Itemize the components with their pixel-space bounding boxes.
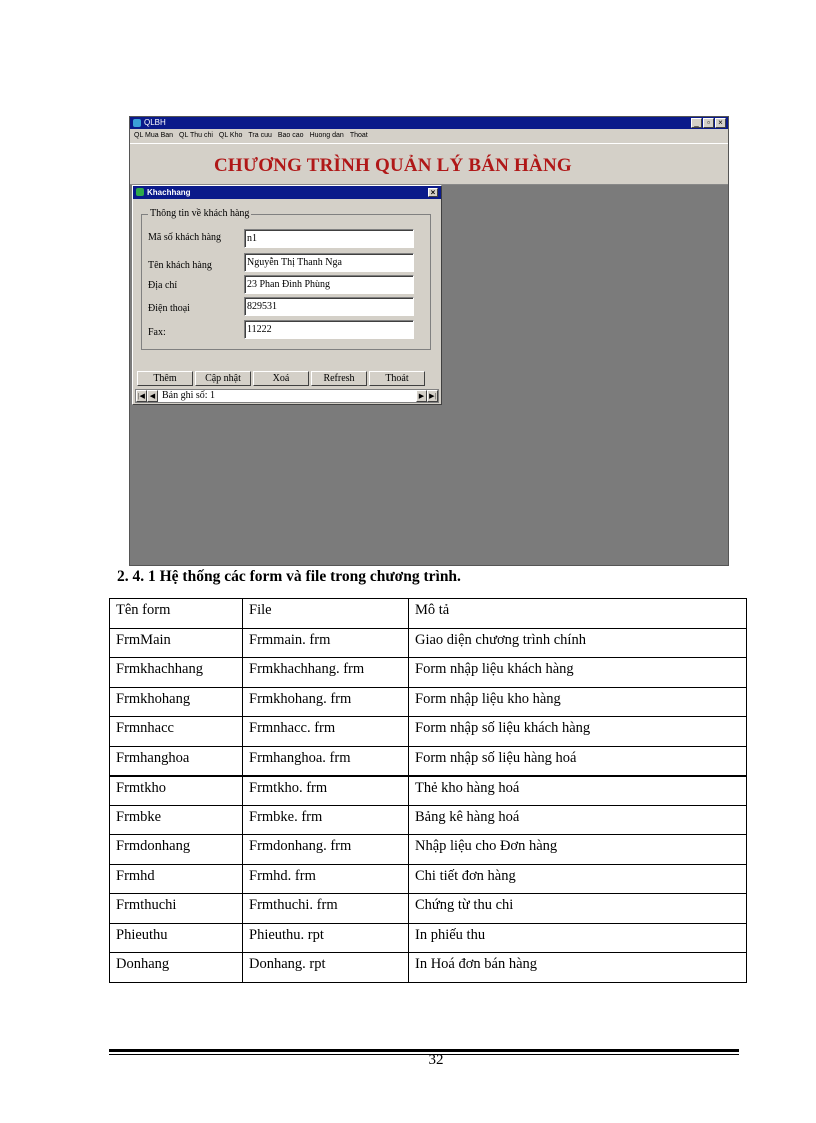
form-name-cell: FrmMain: [110, 628, 243, 658]
file-cell: Frmkhachhang. frm: [243, 658, 409, 688]
description-cell: Bảng kê hàng hoá: [409, 805, 747, 835]
close-window-button[interactable]: ×: [715, 118, 726, 128]
maximize-button[interactable]: ▫: [703, 118, 714, 128]
delete-button[interactable]: Xoá: [253, 371, 309, 386]
record-navigator: [135, 389, 439, 403]
prev-record-button[interactable]: ◀: [147, 390, 158, 402]
description-cell: Form nhập số liệu hàng hoá: [409, 746, 747, 776]
next-record-button[interactable]: ▶: [416, 390, 427, 402]
description-cell: Chứng từ thu chi: [409, 894, 747, 924]
form-name-cell: Frmdonhang: [110, 835, 243, 865]
file-cell: Donhang. rpt: [243, 953, 409, 983]
description-cell: Giao diện chương trình chính: [409, 628, 747, 658]
description-cell: Chi tiết đơn hàng: [409, 864, 747, 894]
table-row: [110, 894, 747, 924]
app-menu-bar: [130, 129, 728, 143]
app-title-bar: [130, 117, 728, 129]
table-row: [110, 953, 747, 983]
last-record-button[interactable]: ▶|: [427, 390, 438, 402]
dialog-title: Khachhang: [147, 188, 191, 197]
customer-id-input[interactable]: n1: [244, 229, 414, 248]
dialog-close-button[interactable]: ×: [428, 188, 438, 197]
customer-dialog: [132, 185, 442, 405]
phone-input[interactable]: 829531: [244, 297, 414, 316]
page-number: 32: [428, 1052, 444, 1068]
file-cell: Frmkhohang. frm: [243, 687, 409, 717]
file-cell: Frmthuchi. frm: [243, 894, 409, 924]
dialog-title-bar: [133, 186, 441, 199]
form-name-cell: Phieuthu: [110, 923, 243, 953]
record-position-text: Bản ghi số: 1: [162, 390, 216, 401]
file-cell: Frmhd. frm: [243, 864, 409, 894]
table-row: [110, 776, 747, 806]
description-cell: In Hoá đơn bán hàng: [409, 953, 747, 983]
table-row: [110, 687, 747, 717]
menu-ql-mua-ban[interactable]: QL Mua Ban: [134, 132, 174, 139]
description-cell: Form nhập số liệu khách hàng: [409, 717, 747, 747]
menu-huong-dan[interactable]: Huong dan: [309, 132, 344, 139]
table-row: [110, 864, 747, 894]
menu-tra-cuu[interactable]: Tra cuu: [248, 132, 272, 139]
app-banner: [130, 143, 728, 185]
app-screenshot: [129, 116, 729, 566]
file-cell: Frmmain. frm: [243, 628, 409, 658]
file-cell: Frmhanghoa. frm: [243, 746, 409, 776]
file-cell: Frmbke. frm: [243, 805, 409, 835]
menu-bao-cao[interactable]: Bao cao: [277, 132, 304, 139]
header-form-name: Tên form: [110, 599, 243, 629]
menu-ql-kho[interactable]: QL Kho: [218, 132, 243, 139]
form-name-cell: Frmkhohang: [110, 687, 243, 717]
table-row: [110, 628, 747, 658]
fax-label: Fax:: [148, 327, 166, 338]
description-cell: Form nhập liệu kho hàng: [409, 687, 747, 717]
form-name-cell: Frmbke: [110, 805, 243, 835]
customer-info-group: [141, 208, 431, 350]
app-window-title: QLBH: [144, 118, 166, 127]
table-row: [110, 658, 747, 688]
description-cell: In phiếu thu: [409, 923, 747, 953]
form-name-cell: Frmthuchi: [110, 894, 243, 924]
table-row: [110, 805, 747, 835]
minimize-button[interactable]: _: [691, 118, 702, 128]
description-cell: Nhập liệu cho Đơn hàng: [409, 835, 747, 865]
update-button[interactable]: Cập nhật: [195, 371, 251, 386]
dialog-icon: [136, 188, 144, 196]
address-input[interactable]: 23 Phan Đình Phùng: [244, 275, 414, 294]
file-cell: Frmdonhang. frm: [243, 835, 409, 865]
table-row: [110, 835, 747, 865]
file-cell: Phieuthu. rpt: [243, 923, 409, 953]
table-row: [110, 717, 747, 747]
menu-ql-thu-chi[interactable]: QL Thu chi: [179, 132, 213, 139]
forms-table: [109, 598, 747, 983]
phone-label: Điện thoại: [148, 303, 190, 314]
fax-input[interactable]: 11222: [244, 320, 414, 339]
customer-name-input[interactable]: Nguyễn Thị Thanh Nga: [244, 253, 414, 272]
description-cell: Thẻ kho hàng hoá: [409, 776, 747, 806]
table-row: [110, 923, 747, 953]
table-row: [110, 746, 747, 776]
banner-title: CHƯƠNG TRÌNH QUẢN LÝ BÁN HÀNG: [214, 155, 572, 176]
group-title: Thông tin về khách hàng: [150, 208, 250, 219]
add-button[interactable]: Thêm: [137, 371, 193, 386]
app-icon: [133, 119, 141, 127]
dialog-button-row: [137, 371, 425, 386]
menu-thoat[interactable]: Thoat: [349, 132, 368, 139]
customer-name-label: Tên khách hàng: [148, 260, 212, 271]
form-name-cell: Frmkhachhang: [110, 658, 243, 688]
form-name-cell: Frmnhacc: [110, 717, 243, 747]
header-file: File: [243, 599, 409, 629]
customer-id-label: Mã số khách hàng: [148, 232, 222, 243]
form-name-cell: Frmhanghoa: [110, 746, 243, 776]
exit-button[interactable]: Thoát: [369, 371, 425, 386]
form-name-cell: Donhang: [110, 953, 243, 983]
address-label: Địa chỉ: [148, 280, 178, 291]
table-header-row: [110, 599, 747, 629]
header-description: Mô tả: [409, 599, 747, 629]
form-name-cell: Frmtkho: [110, 776, 243, 806]
description-cell: Form nhập liệu khách hàng: [409, 658, 747, 688]
section-heading: 2. 4. 1 Hệ thống các form và file trong chương trình.: [117, 568, 461, 585]
first-record-button[interactable]: |◀: [136, 390, 147, 402]
refresh-button[interactable]: Refresh: [311, 371, 367, 386]
form-name-cell: Frmhd: [110, 864, 243, 894]
file-cell: Frmnhacc. frm: [243, 717, 409, 747]
file-cell: Frmtkho. frm: [243, 776, 409, 806]
